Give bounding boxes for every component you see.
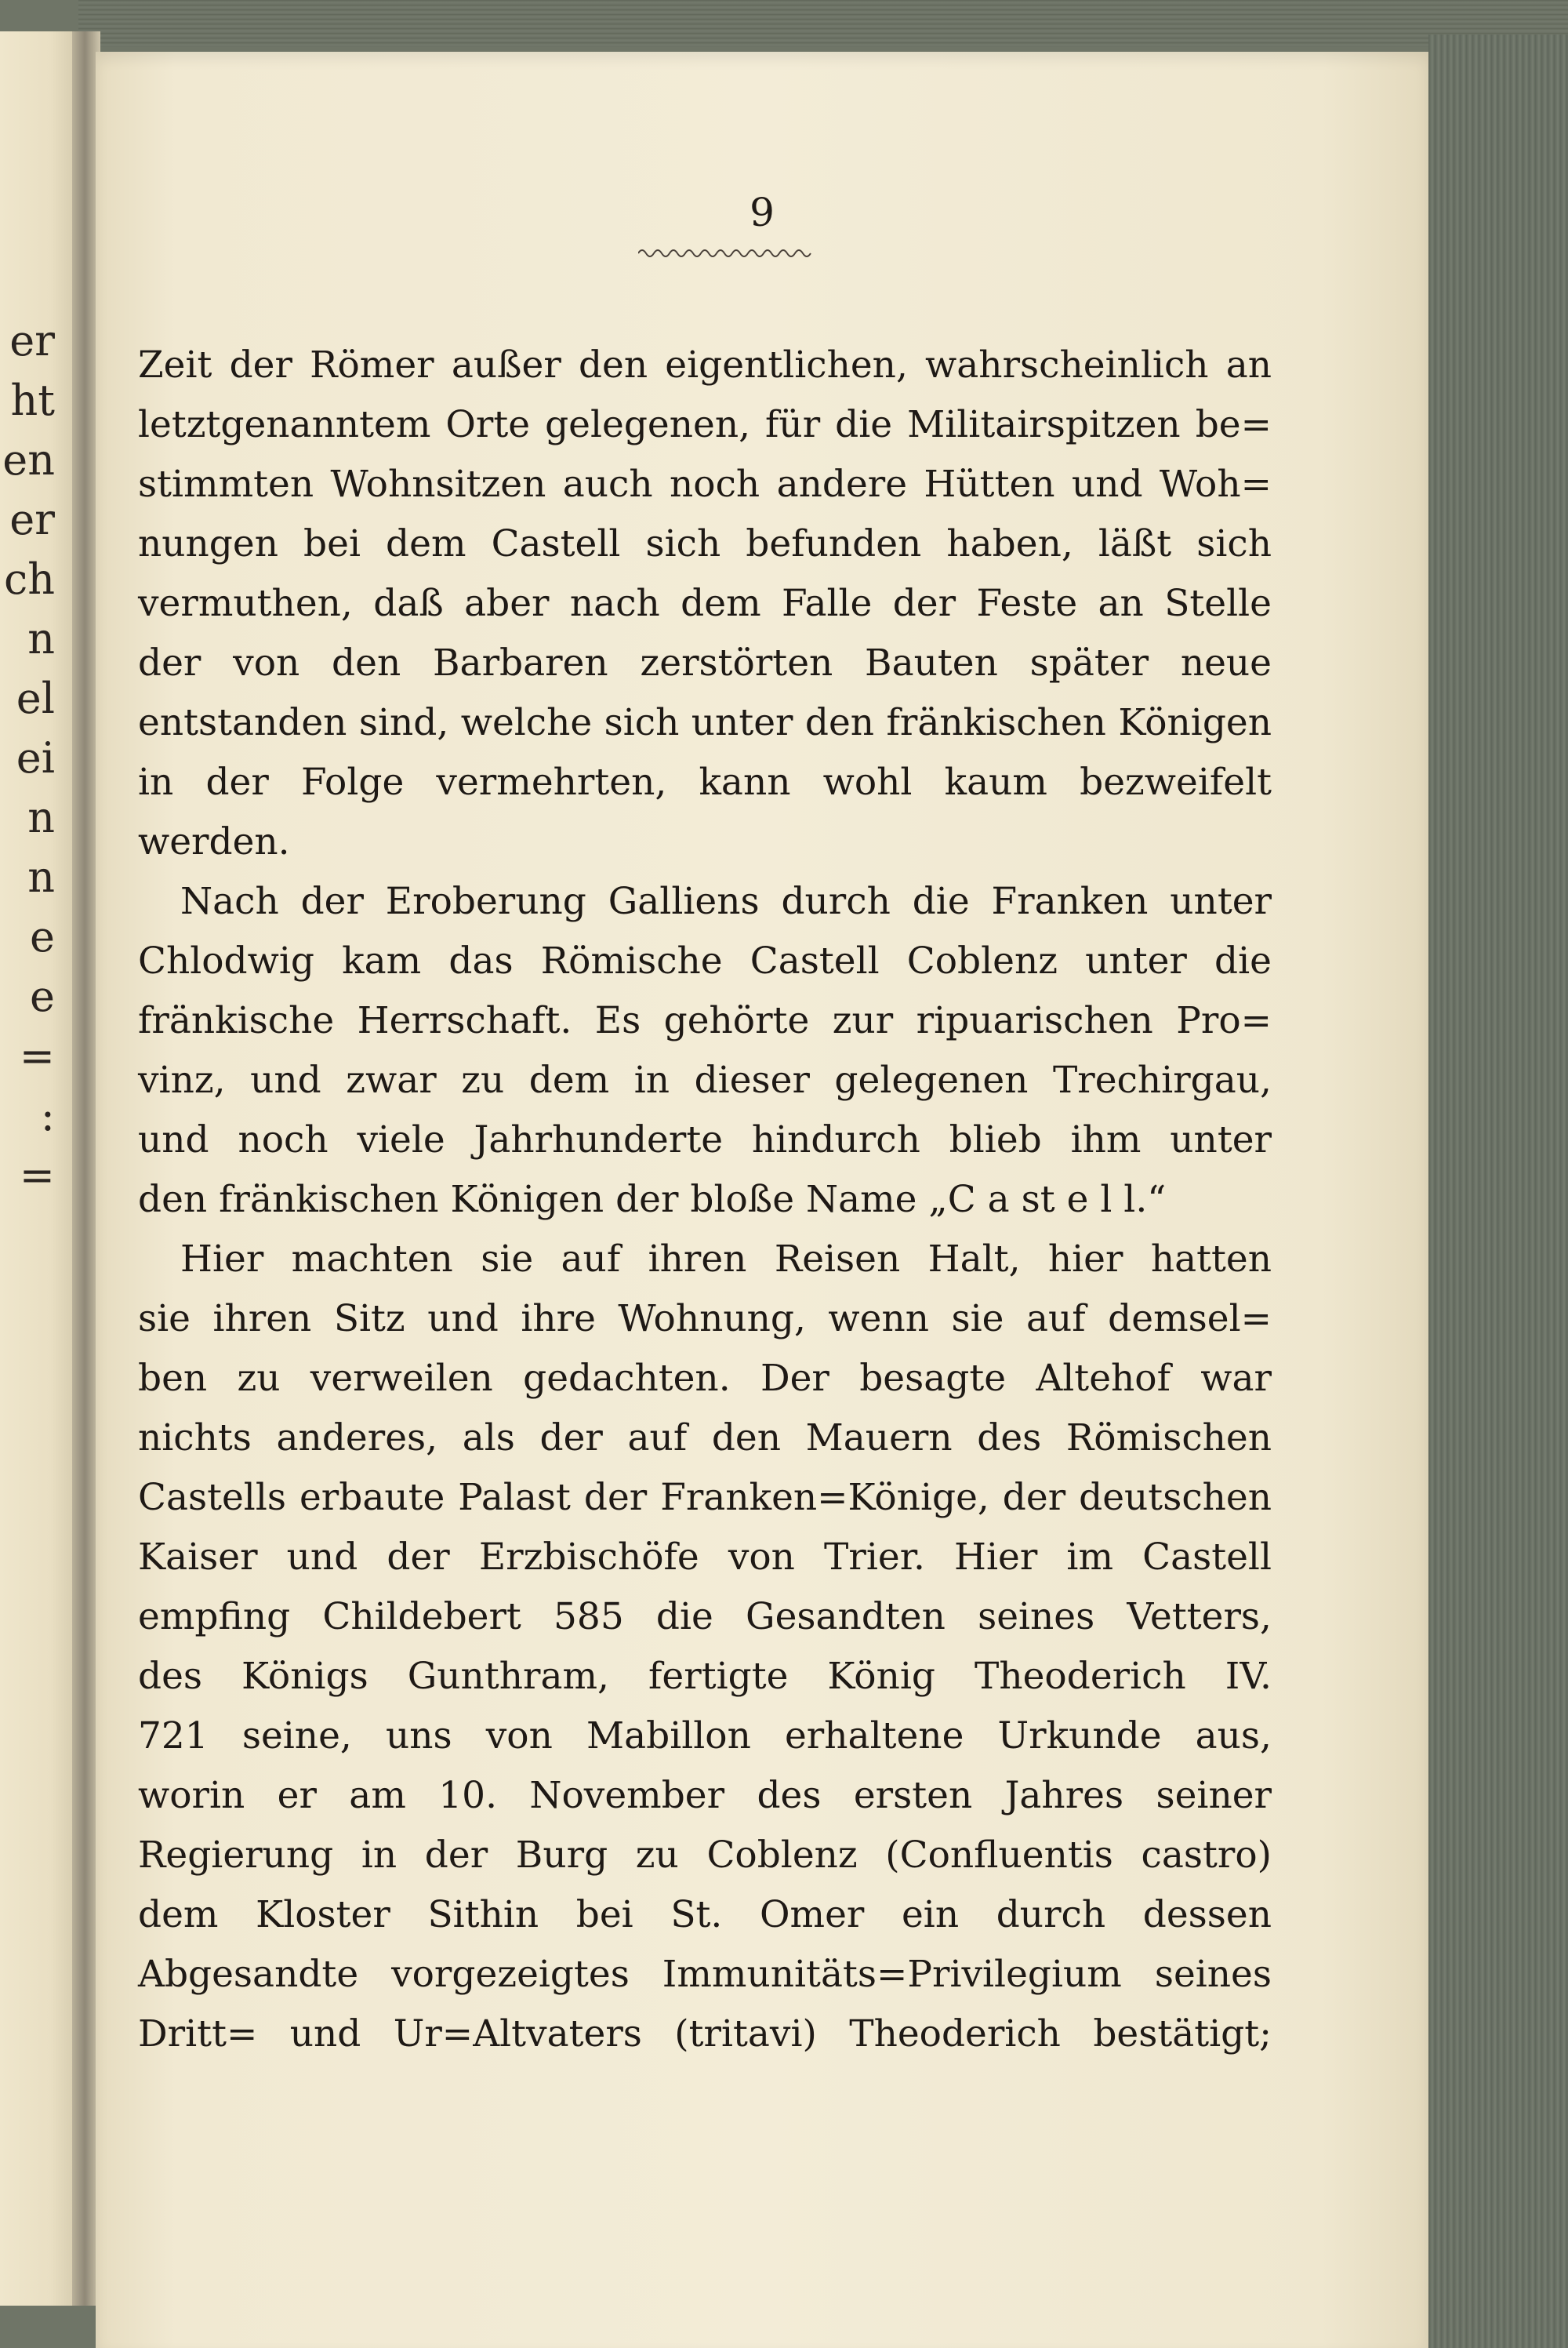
previous-page-text-fragment: e [30,912,55,961]
text-line: vermuthen, daß aber nach dem Falle der Feste an Stelle [138,582,1272,625]
text-line: Dritt= und Ur=Altvaters (tritavi) Theoderich bestätigt; [138,2012,1272,2055]
previous-page-text-fragment: e [30,972,55,1021]
text-line: fränkische Herrschaft. Es gehörte zur ripuarischen Pro= [138,999,1272,1042]
previous-page-text-fragment: n [27,852,55,902]
text-line: ben zu verweilen gedachten. Der besagte Altehof war [138,1357,1272,1400]
text-line: den fränkischen Königen der bloße Name „C a st e l l.“ [138,1178,1167,1221]
text-line: des Königs Gunthram, fertigte König Theoderich IV. [138,1655,1272,1698]
text-line: 721 seine, uns von Mabillon erhaltene Urkunde aus, [138,1714,1272,1757]
previous-page-text-fragment: = [19,1150,55,1200]
previous-page-text-fragment: el [16,674,55,723]
text-line: letztgenanntem Orte gelegenen, für die Militairspitzen be= [138,403,1272,446]
text-line: in der Folge vermehrten, kann wohl kaum bezweifelt [138,761,1272,804]
text-line: nungen bei dem Castell sich befunden haben, läßt sich [138,522,1272,565]
text-line: stimmten Wohnsitzen auch noch andere Hütten und Woh= [138,463,1272,506]
text-line: Chlodwig kam das Römische Castell Coblenz unter die [138,940,1272,983]
previous-page-text-fragment: er [9,316,55,365]
text-line: entstanden sind, welche sich unter den fränkischen Königen [138,701,1272,744]
previous-page-text-fragment: ch [3,554,55,604]
text-line: Nach der Eroberung Galliens durch die Franken unter [180,880,1272,923]
text-line: Regierung in der Burg zu Coblenz (Confluentis castro) [138,1834,1272,1877]
text-line: Abgesandte vorgezeigtes Immunitäts=Privilegium seines [138,1953,1272,1996]
top-page-edges [78,0,1568,47]
previous-page-text-fragment: ei [16,733,55,783]
text-line: dem Kloster Sithin bei St. Omer ein durch dessen [138,1893,1272,1936]
text-line: der von den Barbaren zerstörten Bauten später neue [138,642,1272,685]
book-page [96,52,1428,2348]
page-number: 9 [750,190,775,235]
previous-page-text-fragment: : [40,1091,55,1140]
text-line: vinz, und zwar zu dem in dieser gelegenen Trechirgau, [138,1059,1272,1102]
page-number-ornament [638,244,905,260]
text-line: Kaiser und der Erzbischöfe von Trier. Hier im Castell [138,1536,1272,1579]
right-page-edges [1428,35,1568,2348]
previous-page-text-fragment: = [19,1031,55,1081]
body-text [138,336,1272,2064]
previous-page-text-fragment: en [2,435,55,485]
text-line: werden. [138,820,290,863]
text-line: empfing Childebert 585 die Gesandten seines Vetters, [138,1595,1272,1638]
text-line: sie ihren Sitz und ihre Wohnung, wenn sie auf demsel= [138,1297,1272,1340]
text-line: Zeit der Römer außer den eigentlichen, wahrscheinlich an [138,343,1272,387]
previous-page-edge [0,31,72,2306]
text-line: nichts anderes, als der auf den Mauern des Römischen [138,1416,1272,1459]
previous-page-text-fragment: n [27,614,55,663]
previous-page-text-fragment: ht [10,376,55,425]
previous-page-text-fragment: er [9,495,55,544]
previous-page-text-fragment: n [27,793,55,842]
text-line: Castells erbaute Palast der Franken=Könige, der deutschen [138,1476,1272,1519]
text-line: worin er am 10. November des ersten Jahres seiner [138,1774,1272,1817]
text-line: und noch viele Jahrhunderte hindurch blieb ihm unter [138,1118,1272,1161]
text-line: Hier machten sie auf ihren Reisen Halt, hier hatten [180,1238,1272,1281]
